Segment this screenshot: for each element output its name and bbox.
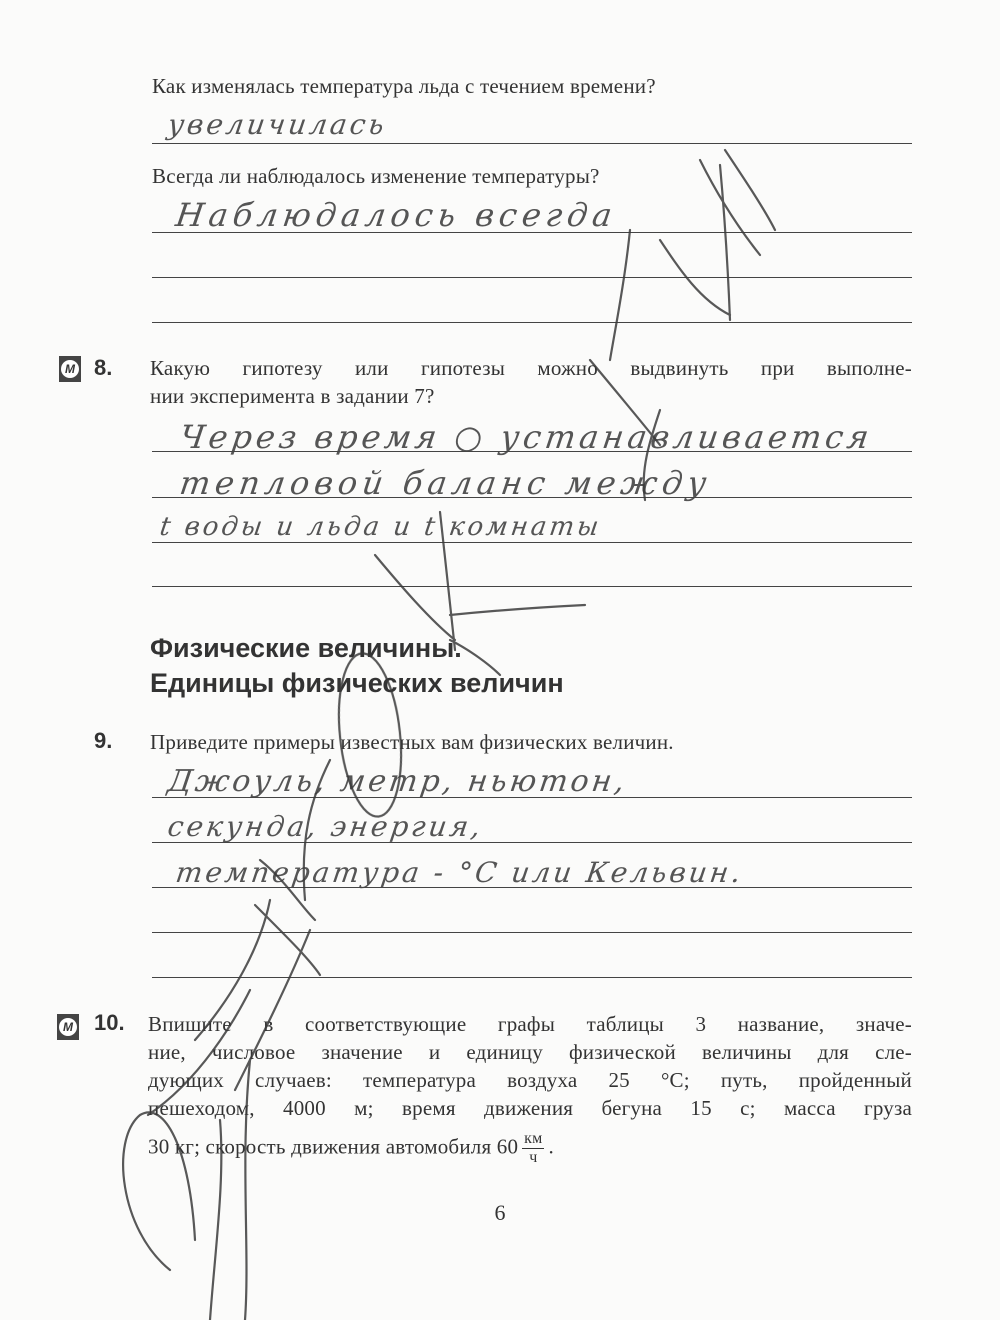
- answer-line: [152, 143, 912, 144]
- question-temperature-change: Всегда ли наблюдалось изменение температуры?: [152, 164, 600, 188]
- handwritten-answer-task9-line1[interactable]: Джоуль, метр, ньютон,: [165, 764, 630, 799]
- answer-line: [152, 586, 912, 587]
- task9-question: Приведите примеры известных вам физических величин.: [150, 730, 674, 754]
- handwritten-answer-task9-line3[interactable]: температура - °С или Кельвин.: [173, 856, 746, 889]
- question-ice-temperature: Как изменялась температура льда с течением времени?: [152, 74, 656, 98]
- handwritten-answer-task8-line3[interactable]: t воды и льда и t комнаты: [157, 512, 604, 542]
- task-number-10: 10.: [94, 1010, 125, 1035]
- handwritten-answer-ice-temperature[interactable]: увеличилась: [165, 108, 390, 141]
- task-number-8: 8.: [94, 355, 113, 380]
- task10-text-line3: дующих случаев: температура воздуха 25 °С; путь, пройденный: [148, 1068, 912, 1092]
- section-title-line1: Физические величины.: [150, 633, 462, 663]
- handwritten-answer-task8-line1[interactable]: Через время ○ устанавливается: [177, 418, 876, 456]
- answer-line: [152, 932, 912, 933]
- answer-line: [152, 977, 912, 978]
- methodology-badge-icon: М: [57, 1014, 79, 1040]
- answer-line: [152, 322, 912, 323]
- answer-line: [152, 887, 912, 888]
- answer-line: [152, 797, 912, 798]
- page-number: 6: [494, 1200, 506, 1225]
- answer-line: [152, 451, 912, 452]
- handwritten-answer-task8-line2[interactable]: тепловой баланс между: [177, 464, 714, 502]
- fraction-denominator: ч: [529, 1149, 538, 1166]
- task8-question-line1: Какую гипотезу или гипотезы можно выдвинуть при выполне-: [150, 356, 912, 380]
- handwritten-answer-task9-line2[interactable]: секунда, энергия,: [165, 810, 486, 843]
- task10-last-line-text: 30 кг; скорость движения автомобиля 60: [148, 1134, 519, 1159]
- handwritten-answer-temperature-change[interactable]: Наблюдалось всегда: [173, 196, 620, 234]
- task10-last-line-end: .: [548, 1134, 554, 1159]
- answer-line: [152, 842, 912, 843]
- section-title-line2: Единицы физических величин: [150, 668, 564, 698]
- task10-text-line1: Впишите в соответствующие графы таблицы 3 название, значе-: [148, 1012, 912, 1036]
- task10-text-line5: [148, 1130, 554, 1167]
- answer-line: [152, 277, 912, 278]
- task10-text-line4: пешеходом, 4000 м; время движения бегуна 15 с; масса груза: [148, 1096, 912, 1120]
- answer-line: [152, 497, 912, 498]
- answer-line: [152, 232, 912, 233]
- task8-question-line2: нии эксперимента в задании 7?: [150, 384, 435, 408]
- task-number-9: 9.: [94, 728, 113, 753]
- task10-text-line2: ние, числовое значение и единицу физической величины для сле-: [148, 1040, 912, 1064]
- speed-unit-fraction: [522, 1130, 544, 1167]
- answer-line: [152, 542, 912, 543]
- fraction-numerator: км: [524, 1130, 543, 1147]
- methodology-badge-icon: М: [59, 356, 81, 382]
